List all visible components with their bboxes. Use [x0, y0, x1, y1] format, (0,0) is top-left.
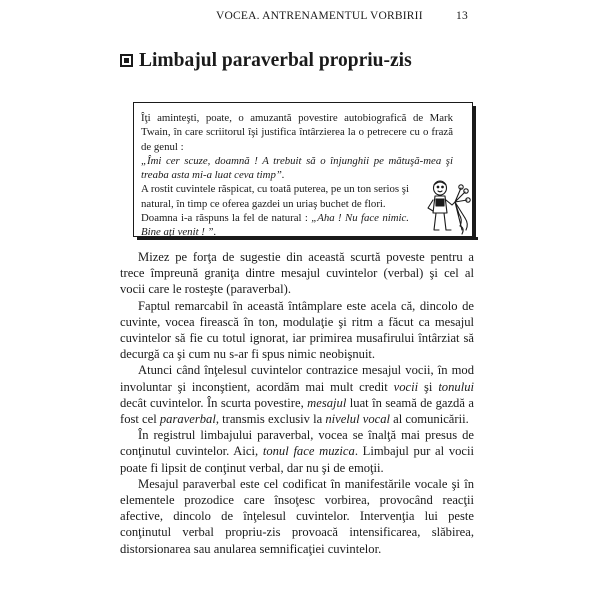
paragraph-4-text: . Limbajul pur al vocii poate fi lipsit de conţinut verbal, dar nu şi de emoţii.	[120, 444, 475, 475]
paragraph-2: Faptul remarcabil în această întâmplare este acela că, dincolo de cuvinte, vocea firească în ton, modulaţie şi ritm a făcut ca mesajul cuvintelor să fie cu totul ignorat, iar primirea musafirului întârziat să decurgă ca şi cum nu s-ar fi spus nimic neobişnuit.	[120, 298, 474, 362]
anecdote-reply-lead: Doamna i-a răspuns la fel de natural :	[141, 212, 312, 225]
box-shadow	[473, 106, 476, 240]
anecdote-narration: A rostit cuvintele răspicat, cu toată puterea, pe un ton serios şi natural, în timp ce oferea gazdei un uriaş buchet de flori.	[141, 183, 409, 210]
emphasis-paraverbal: paraverbal	[159, 412, 216, 427]
paragraph-5: Mesajul paraverbal este cel codificat în manifestările vocale şi în elementele prozodice care însoţesc vorbirea, provocând reacţii afective, dincolo de înţelesul cuvintelor. Intervenţia lui peste conţinutul verbal propriu-zis provoacă intensificarea, slăbirea, distorsionarea sau anularea semnificaţiei cuvintelor.	[120, 476, 474, 556]
paragraph-3-text: luat în seamă de gazdă a fost cel	[120, 395, 474, 427]
anecdote-text	[141, 111, 453, 240]
emphasis-nivelul-vocal: nivelul vocal	[325, 412, 391, 427]
running-header-title: VOCEA. ANTRENAMENTUL VORBIRII	[216, 10, 423, 22]
paragraph-3-text: al comunicării.	[390, 412, 469, 427]
emphasis-tonul-face-muzica: tonul face muzica	[262, 444, 355, 459]
paragraph-4	[120, 427, 474, 476]
emphasis-tonului: tonului	[438, 379, 474, 394]
paragraph-3-text: şi	[418, 379, 439, 394]
section-heading-text: Limbajul paraverbal propriu-zis	[139, 50, 412, 71]
body-text	[120, 249, 474, 557]
emphasis-vocii: vocii	[393, 379, 419, 394]
anecdote-quote: „Îmi cer scuze, doamnă ! A trebuit să o înjunghii pe mătuşă-mea şi treaba asta mi-a luat ceva timp”.	[141, 154, 453, 182]
paragraph-3	[120, 362, 474, 427]
paragraph-1: Mizez pe forţa de sugestie din această scurtă poveste pentru a trece împreună graniţa dintre mesajul cuvintelor (verbal) şi cel al vocii care le rosteşte (paraverbal).	[120, 250, 474, 297]
running-header	[0, 10, 600, 26]
paragraph-3-text: , transmis exclusiv la	[215, 412, 326, 427]
cartoon-man-with-flowers-icon	[425, 178, 471, 236]
section-heading	[120, 50, 412, 72]
paragraph-3-text: decât cuvintelor. În scurta povestire,	[120, 395, 308, 410]
paragraph-4-text: În registrul limbajului paraverbal, vocea se înalţă mai presus de conţinutul cuvintelor. Aici,	[120, 428, 474, 459]
anecdote-intro: Îţi aminteşti, poate, o amuzantă povestire autobiografică de Mark Twain, în care scriitorul îşi justifica întârzierea la o petrecere cu o frază de genul :	[141, 112, 453, 153]
paragraph-3-text: Atunci când înţelesul cuvintelor contrazice mesajul vocii, în mod involuntar şi inconştient, acordăm mai mult credit	[120, 363, 474, 394]
page-number: 13	[456, 10, 468, 22]
square-bullet-icon	[120, 54, 133, 67]
emphasis-mesajul: mesajul	[307, 395, 347, 410]
anecdote-reply-quote: „Aha ! Nu face nimic. Bine aţi venit ! ”.	[141, 212, 410, 239]
anecdote-reply	[141, 211, 453, 240]
